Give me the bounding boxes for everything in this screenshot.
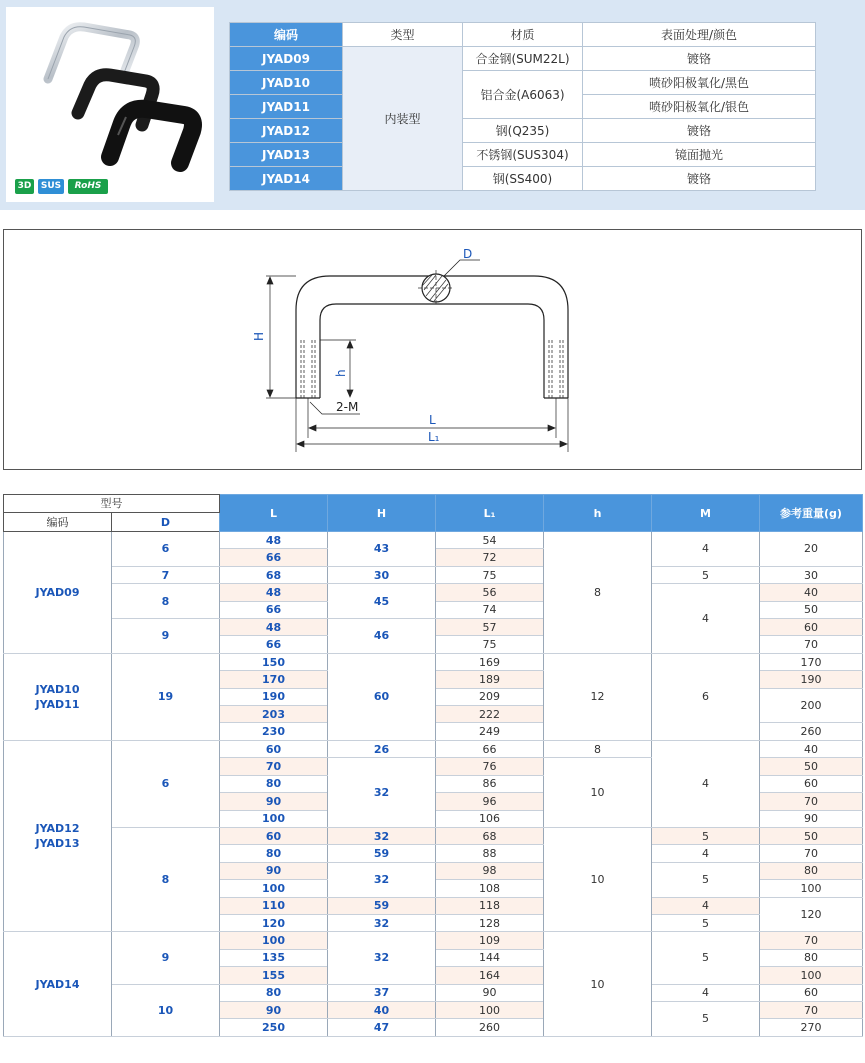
group-code-line: JYAD10: [35, 682, 80, 696]
l1-cell: 86: [436, 775, 544, 792]
l1-cell: 209: [436, 688, 544, 705]
weight-cell: 40: [760, 740, 863, 757]
l-cell: 60: [220, 827, 328, 844]
l1-cell: 164: [436, 967, 544, 984]
product-image-card: [6, 7, 214, 202]
weight-cell: 200: [760, 688, 863, 723]
d-cell: 7: [112, 566, 220, 583]
product-image: [6, 7, 214, 172]
weight-cell: 80: [760, 862, 863, 879]
l-cell: 135: [220, 949, 328, 966]
h-cell: 45: [328, 584, 436, 619]
d-cell: 9: [112, 932, 220, 984]
weight-cell: 70: [760, 636, 863, 653]
header-code: 编码: [4, 513, 112, 532]
l-cell: 90: [220, 793, 328, 810]
m-cell: 5: [652, 932, 760, 984]
group-code-line: JYAD13: [35, 837, 80, 851]
l1-cell: 249: [436, 723, 544, 740]
l1-cell: 90: [436, 984, 544, 1001]
weight-cell: 50: [760, 758, 863, 775]
l1-cell: 128: [436, 914, 544, 931]
m-cell: 4: [652, 984, 760, 1001]
l1-cell: 75: [436, 636, 544, 653]
header-m: M: [652, 495, 760, 532]
l1-cell: 74: [436, 601, 544, 618]
l1-cell: 88: [436, 845, 544, 862]
m-cell: 4: [652, 532, 760, 567]
spec-header-code: 编码: [230, 23, 343, 47]
spec-code: JYAD13: [230, 143, 343, 167]
weight-cell: 100: [760, 967, 863, 984]
group-code: JYAD09: [4, 532, 112, 654]
h-cell: 47: [328, 1019, 436, 1036]
l1-cell: 68: [436, 827, 544, 844]
weight-cell: 100: [760, 880, 863, 897]
l-cell: 155: [220, 967, 328, 984]
spec-material: 钢(Q235): [463, 119, 583, 143]
spec-finish: 镀铬: [583, 47, 816, 71]
l-cell: 48: [220, 584, 328, 601]
m-cell: 4: [652, 897, 760, 914]
dim-h-big-label: H: [252, 331, 266, 341]
d-cell: 8: [112, 584, 220, 619]
badge-rohs: RoHS: [68, 179, 108, 194]
h-cell: 32: [328, 932, 436, 984]
d-cell: 6: [112, 532, 220, 567]
l1-cell: 118: [436, 897, 544, 914]
h-small-cell: 8: [544, 740, 652, 757]
spec-code: JYAD12: [230, 119, 343, 143]
l1-cell: 56: [436, 584, 544, 601]
group-code-line: JYAD11: [35, 697, 80, 711]
l-cell: 120: [220, 914, 328, 931]
l-cell: 230: [220, 723, 328, 740]
m-cell: 4: [652, 740, 760, 827]
l1-cell: 72: [436, 549, 544, 566]
l1-cell: 109: [436, 932, 544, 949]
m-cell: 6: [652, 653, 760, 740]
h-cell: 26: [328, 740, 436, 757]
l-cell: 66: [220, 636, 328, 653]
m-cell: 5: [652, 862, 760, 897]
m-cell: 5: [652, 914, 760, 931]
h-cell: 32: [328, 862, 436, 897]
handle-dimension-drawing: [4, 230, 861, 469]
l1-cell: 54: [436, 532, 544, 549]
spec-header-type: 类型: [343, 23, 463, 47]
dim-h-small-label: h: [334, 369, 348, 377]
l-cell: 80: [220, 775, 328, 792]
l1-cell: 144: [436, 949, 544, 966]
h-small-cell: 10: [544, 827, 652, 931]
h-cell: 59: [328, 845, 436, 862]
weight-cell: 70: [760, 793, 863, 810]
h-small-cell: 10: [544, 758, 652, 828]
h-cell: 43: [328, 532, 436, 567]
h-cell: 37: [328, 984, 436, 1001]
weight-cell: 50: [760, 827, 863, 844]
m-cell: 4: [652, 584, 760, 654]
spec-type: 内装型: [343, 47, 463, 191]
header-h-small: h: [544, 495, 652, 532]
dim-m-label: 2-M: [336, 400, 359, 414]
l-cell: 150: [220, 653, 328, 670]
l1-cell: 57: [436, 619, 544, 636]
spec-finish: 喷砂阳极氧化/黑色: [583, 71, 816, 95]
weight-cell: 80: [760, 949, 863, 966]
m-cell: 5: [652, 1001, 760, 1036]
h-cell: 32: [328, 914, 436, 931]
m-cell: 5: [652, 827, 760, 844]
header-model: 型号: [4, 495, 220, 513]
l-cell: 110: [220, 897, 328, 914]
l1-cell: 260: [436, 1019, 544, 1036]
weight-cell: 170: [760, 653, 863, 670]
weight-cell: 60: [760, 619, 863, 636]
spec-header-material: 材质: [463, 23, 583, 47]
l-cell: 170: [220, 671, 328, 688]
badge-3d: 3D: [15, 179, 34, 194]
l-cell: 66: [220, 549, 328, 566]
header-l: L: [220, 495, 328, 532]
technical-drawing: [3, 229, 862, 470]
h-cell: 59: [328, 897, 436, 914]
l1-cell: 96: [436, 793, 544, 810]
spec-code: JYAD14: [230, 167, 343, 191]
spec-finish: 镀铬: [583, 167, 816, 191]
weight-cell: 190: [760, 671, 863, 688]
d-cell: 6: [112, 740, 220, 827]
h-small-cell: 8: [544, 532, 652, 654]
l-cell: 48: [220, 532, 328, 549]
weight-cell: 40: [760, 584, 863, 601]
l-cell: 60: [220, 740, 328, 757]
weight-cell: 120: [760, 897, 863, 932]
spec-material: 铝合金(A6063): [463, 71, 583, 119]
l-cell: 250: [220, 1019, 328, 1036]
l1-cell: 76: [436, 758, 544, 775]
spec-code: JYAD11: [230, 95, 343, 119]
spec-finish: 镜面抛光: [583, 143, 816, 167]
m-cell: 5: [652, 566, 760, 583]
d-cell: 19: [112, 653, 220, 740]
dim-l-label: L: [429, 413, 436, 427]
h-small-cell: 10: [544, 932, 652, 1036]
header-weight: 参考重量(g): [760, 495, 863, 532]
group-code-line: JYAD12: [35, 822, 80, 836]
dimension-table: [3, 494, 863, 1037]
l1-cell: 222: [436, 706, 544, 723]
l-cell: 80: [220, 845, 328, 862]
m-cell: 4: [652, 845, 760, 862]
l1-cell: 98: [436, 862, 544, 879]
spec-table: [229, 22, 816, 191]
l1-cell: 66: [436, 740, 544, 757]
dim-l1-label: L₁: [428, 430, 440, 444]
spec-code: JYAD09: [230, 47, 343, 71]
spec-material: 不锈钢(SUS304): [463, 143, 583, 167]
l-cell: 100: [220, 880, 328, 897]
l-cell: 100: [220, 810, 328, 827]
spec-code: JYAD10: [230, 71, 343, 95]
l1-cell: 108: [436, 880, 544, 897]
h-cell: 46: [328, 619, 436, 654]
weight-cell: 270: [760, 1019, 863, 1036]
weight-cell: 50: [760, 601, 863, 618]
dim-d-label: D: [463, 247, 473, 261]
spec-material: 钢(SS400): [463, 167, 583, 191]
group-code: [4, 653, 112, 740]
weight-cell: 60: [760, 984, 863, 1001]
weight-cell: 20: [760, 532, 863, 567]
l-cell: 190: [220, 688, 328, 705]
l-cell: 70: [220, 758, 328, 775]
h-cell: 60: [328, 653, 436, 740]
weight-cell: 70: [760, 1001, 863, 1018]
l-cell: 80: [220, 984, 328, 1001]
l1-cell: 106: [436, 810, 544, 827]
spec-panel: [0, 0, 865, 210]
spec-header-finish: 表面处理/颜色: [583, 23, 816, 47]
l-cell: 48: [220, 619, 328, 636]
l1-cell: 100: [436, 1001, 544, 1018]
group-code: [4, 740, 112, 931]
l-cell: 66: [220, 601, 328, 618]
weight-cell: 70: [760, 932, 863, 949]
spec-material: 合金钢(SUM22L): [463, 47, 583, 71]
l-cell: 203: [220, 706, 328, 723]
h-cell: 30: [328, 566, 436, 583]
spec-finish: 镀铬: [583, 119, 816, 143]
weight-cell: 60: [760, 775, 863, 792]
badge-sus: SUS: [38, 179, 64, 194]
l1-cell: 75: [436, 566, 544, 583]
l1-cell: 189: [436, 671, 544, 688]
group-code: JYAD14: [4, 932, 112, 1036]
weight-cell: 260: [760, 723, 863, 740]
weight-cell: 30: [760, 566, 863, 583]
header-h: H: [328, 495, 436, 532]
h-cell: 32: [328, 758, 436, 828]
d-cell: 8: [112, 827, 220, 931]
d-cell: 9: [112, 619, 220, 654]
h-small-cell: 12: [544, 653, 652, 740]
h-cell: 32: [328, 827, 436, 844]
weight-cell: 70: [760, 845, 863, 862]
h-cell: 40: [328, 1001, 436, 1018]
l-cell: 100: [220, 932, 328, 949]
weight-cell: 90: [760, 810, 863, 827]
l-cell: 68: [220, 566, 328, 583]
header-d: D: [112, 513, 220, 532]
d-cell: 10: [112, 984, 220, 1036]
l-cell: 90: [220, 1001, 328, 1018]
l1-cell: 169: [436, 653, 544, 670]
spec-finish: 喷砂阳极氧化/银色: [583, 95, 816, 119]
l-cell: 90: [220, 862, 328, 879]
header-l1: L₁: [436, 495, 544, 532]
